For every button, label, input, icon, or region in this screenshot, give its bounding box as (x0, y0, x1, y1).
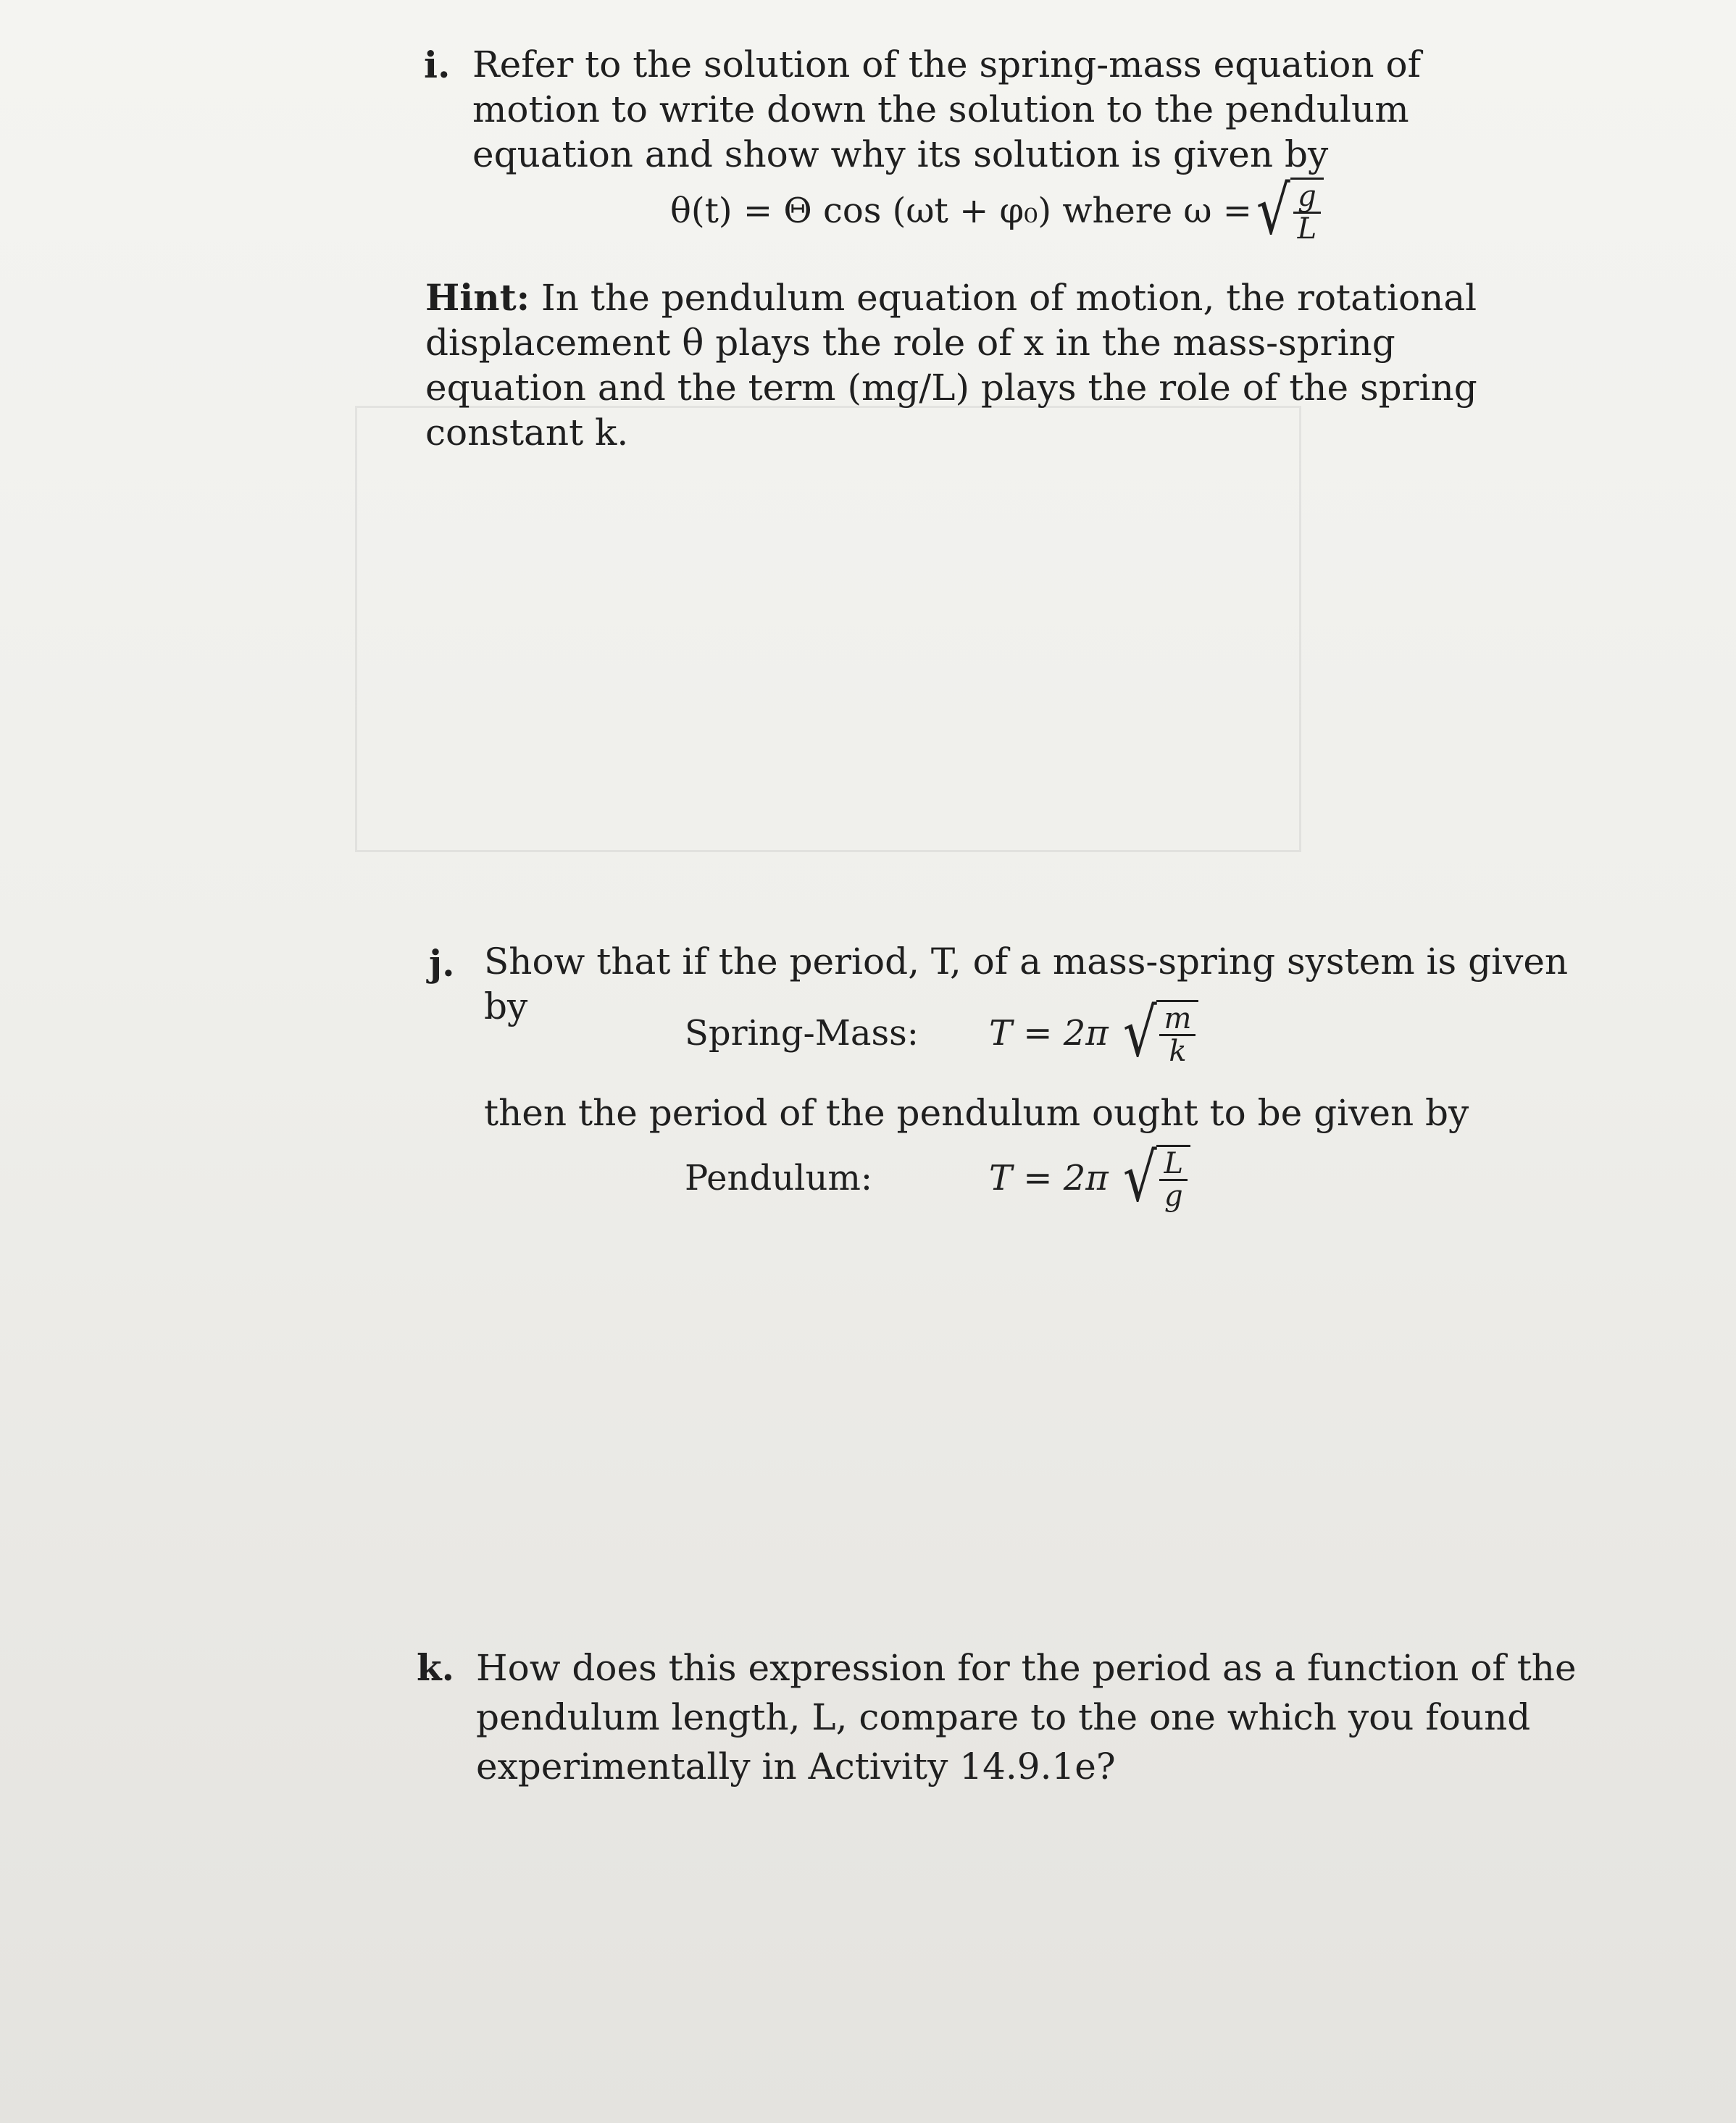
fraction-g-over-l (1293, 181, 1322, 244)
pendulum-equation (685, 1139, 1190, 1217)
pendulum-label: Pendulum: (685, 1158, 873, 1198)
fraction-numerator: m (1159, 1004, 1195, 1036)
fraction-m-over-k (1159, 1004, 1195, 1067)
spring-mass-label: Spring-Mass: (685, 1013, 919, 1054)
question-j-text: Show that if the period, T, of a mass-spring system is given by (484, 940, 1569, 1027)
question-j-label: j. (429, 942, 455, 985)
bleed-through-figure (355, 406, 1301, 852)
question-j-middle-text: then the period of the pendulum ought to be given by (484, 1092, 1469, 1134)
question-k-label: k. (417, 1646, 455, 1689)
equation-lhs: θ(t) = Θ cos (ωt + φ₀) where ω = (670, 191, 1253, 231)
question-k-text: How does this expression for the period as a function of the pendulum length, L, compare to the one which you found experimentally in Activity 14.9.1e? (476, 1647, 1577, 1788)
fraction-denominator: g (1164, 1180, 1183, 1213)
spring-mass-lhs: T = 2π (989, 1013, 1109, 1054)
fraction-numerator: g (1293, 181, 1321, 214)
hint-label: Hint: (425, 276, 530, 319)
fraction-numerator: L (1159, 1148, 1188, 1181)
hint-text: In the pendulum equation of motion, the rotational displacement θ plays the role of x in the mass-spring equation and the term (mg/L) plays the role of the spring constant k. (425, 277, 1477, 454)
spring-mass-equation (685, 994, 1198, 1072)
question-i-hint (425, 275, 1512, 455)
fraction-denominator: L (1297, 212, 1317, 246)
question-i-text: Refer to the solution of the spring-mass equation of motion to write down the solution to the pendulum equation and show why its solution is given by (472, 43, 1422, 175)
sqrt-symbol: √ $\frac{m}{k}$ (1119, 1000, 1199, 1067)
sqrt-symbol: √ $\frac{L}{g}$ (1119, 1145, 1190, 1211)
fraction-denominator: k (1169, 1035, 1187, 1068)
question-i-label: i. (424, 43, 451, 86)
sqrt-symbol: √ $\frac{g}{L}$ (1252, 178, 1324, 244)
pendulum-lhs: T = 2π (989, 1158, 1109, 1198)
fraction-l-over-g (1159, 1148, 1188, 1211)
question-i-equation (670, 172, 1324, 249)
